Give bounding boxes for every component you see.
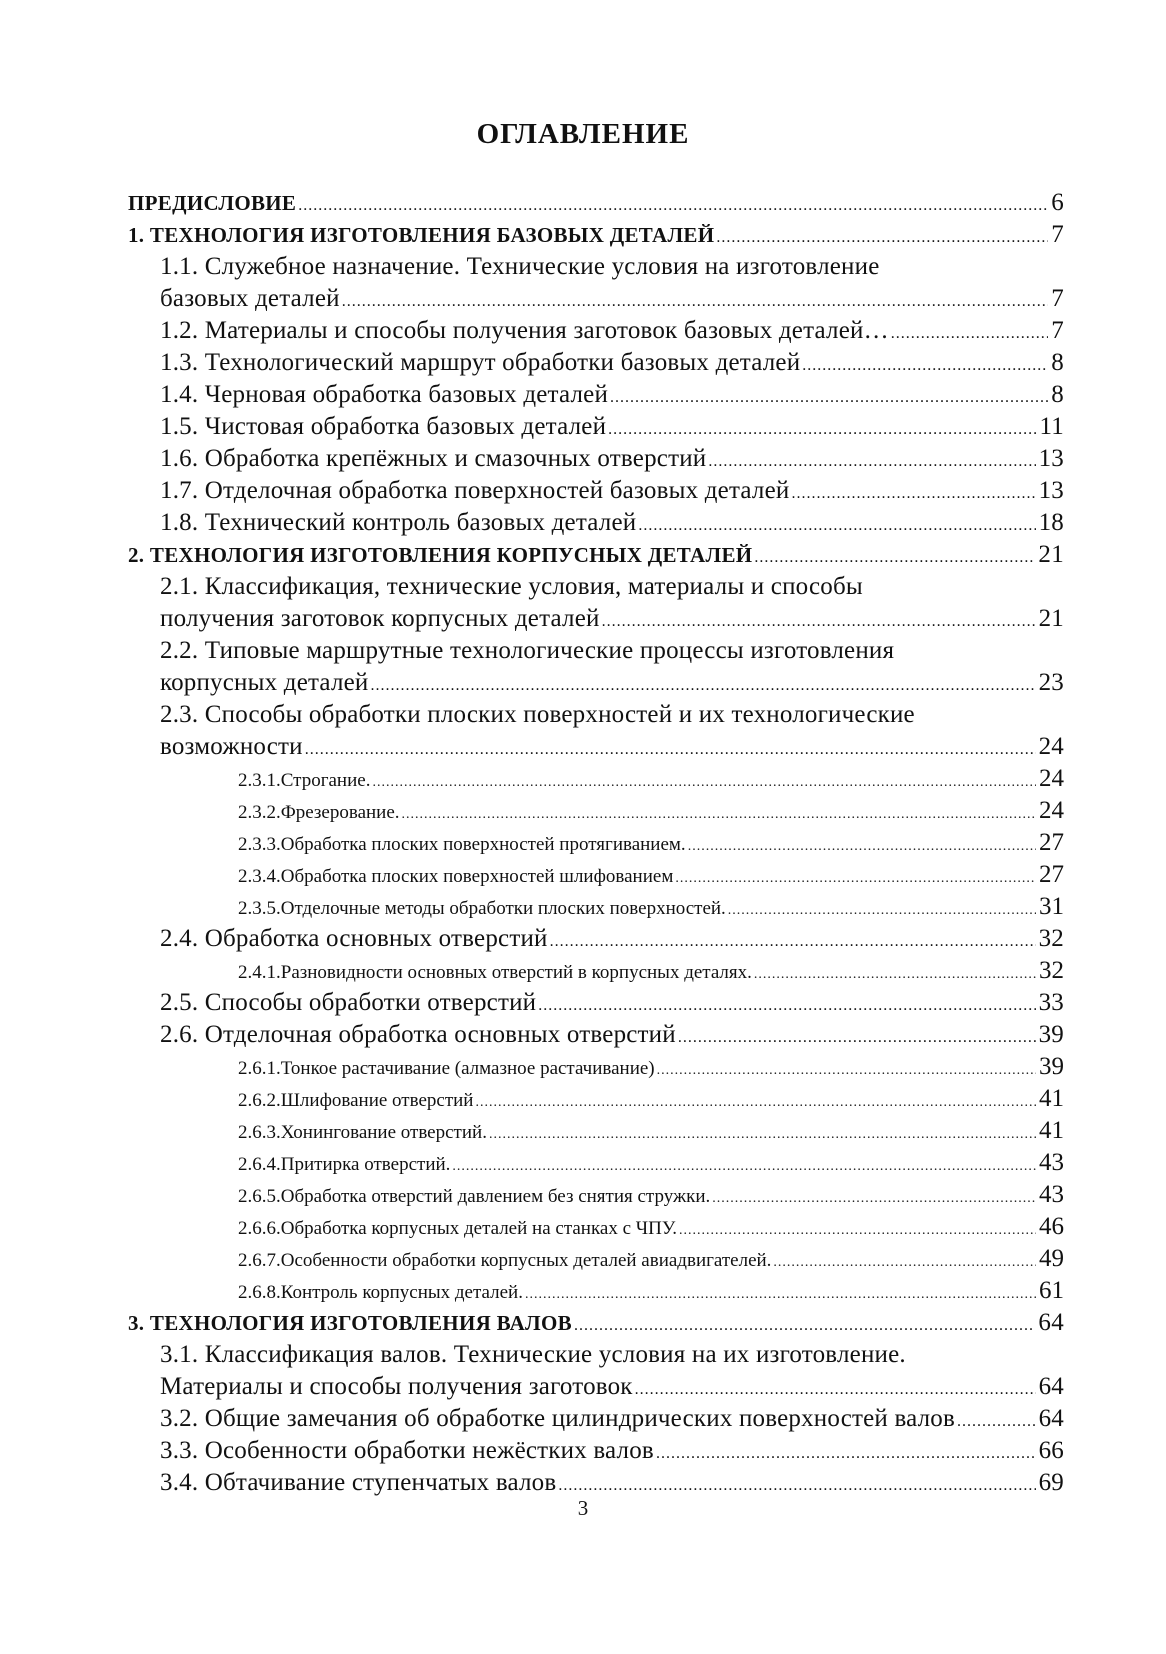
toc-page-number: 21 bbox=[1038, 605, 1064, 632]
toc-title: ОГЛАВЛЕНИЕ bbox=[476, 118, 690, 150]
dot-leader bbox=[708, 446, 1035, 478]
toc-entry-text: 1.2. Материалы и способы получения заготовок базовых деталей… bbox=[160, 317, 889, 344]
dot-leader bbox=[638, 510, 1035, 542]
toc-entry-text: 1.6. Обработка крепёжных и смазочных отверстий bbox=[160, 445, 707, 472]
toc-page-number: 41 bbox=[1039, 1117, 1064, 1144]
toc-entry-text: 2.5. Способы обработки отверстий bbox=[160, 989, 537, 1016]
toc-section[interactable] bbox=[128, 987, 1064, 1019]
toc-chapter[interactable] bbox=[128, 539, 1064, 571]
toc-entry-text: Отделочные методы обработки плоских поверхностей. bbox=[280, 898, 726, 919]
toc-entry-number: 2.6.5. bbox=[238, 1186, 281, 1207]
toc-page-number: 7 bbox=[1051, 221, 1064, 248]
toc-entry-number: 2.4.1. bbox=[238, 962, 281, 983]
toc-section[interactable] bbox=[128, 1339, 1064, 1403]
dot-leader bbox=[656, 1438, 1036, 1470]
toc-page-number: 49 bbox=[1039, 1245, 1064, 1272]
toc-page-number: 31 bbox=[1039, 893, 1064, 920]
toc-entry-text: ПРЕДИСЛОВИЕ bbox=[128, 191, 297, 215]
toc-section[interactable] bbox=[128, 923, 1064, 955]
toc-entry-text: Обработка корпусных деталей на станках с ЧПУ. bbox=[280, 1218, 677, 1239]
toc-page-number: 43 bbox=[1039, 1181, 1064, 1208]
toc-page-number: 8 bbox=[1051, 381, 1064, 408]
toc-entry-text: 2.4. Обработка основных отверстий bbox=[160, 925, 548, 952]
toc-entry-text: 3.4. Обтачивание ступенчатых валов bbox=[160, 1469, 557, 1496]
toc-page-number: 24 bbox=[1039, 797, 1064, 824]
toc-entry-text: базовых деталей bbox=[160, 285, 340, 312]
dot-leader bbox=[891, 318, 1049, 350]
toc-page-number: 24 bbox=[1039, 765, 1064, 792]
toc-entry-text: Строгание. bbox=[280, 770, 371, 791]
dot-leader bbox=[298, 190, 1048, 222]
toc-section[interactable] bbox=[128, 443, 1064, 475]
toc-entry-number: 2.6.8. bbox=[238, 1282, 281, 1303]
toc-subsection[interactable] bbox=[128, 1211, 1064, 1243]
toc-page-number: 11 bbox=[1039, 413, 1064, 440]
toc-subsection[interactable] bbox=[128, 1243, 1064, 1275]
toc-entry-text: 3. ТЕХНОЛОГИЯ ИЗГОТОВЛЕНИЯ ВАЛОВ bbox=[128, 1311, 572, 1335]
toc-subsection[interactable] bbox=[128, 763, 1064, 795]
toc-page-number: 69 bbox=[1038, 1469, 1064, 1496]
dot-leader bbox=[574, 1310, 1035, 1342]
toc-entry-text: 2.1. Классификация, технические условия, материалы и способы bbox=[160, 573, 863, 600]
toc-section[interactable] bbox=[128, 251, 1064, 315]
toc-entry-number: 2.6.7. bbox=[238, 1250, 281, 1271]
toc-entry-text: Шлифование отверстий bbox=[280, 1090, 474, 1111]
toc-entry-text: Тонкое растачивание (алмазное растачивание) bbox=[280, 1058, 655, 1079]
toc-section[interactable] bbox=[128, 347, 1064, 379]
dot-leader bbox=[602, 606, 1036, 638]
toc-entry-number: 2.6.6. bbox=[238, 1218, 281, 1239]
toc-entry-number: 2.3.1. bbox=[238, 770, 281, 791]
dot-leader bbox=[678, 1022, 1036, 1054]
toc-page-number: 13 bbox=[1038, 477, 1064, 504]
dot-leader bbox=[635, 1374, 1036, 1406]
toc-entry-number: 2.6.3. bbox=[238, 1122, 281, 1143]
toc-section[interactable] bbox=[128, 411, 1064, 443]
toc-subsection[interactable] bbox=[128, 1083, 1064, 1115]
dot-leader bbox=[371, 670, 1036, 702]
dot-leader bbox=[342, 286, 1049, 318]
toc-page-number: 39 bbox=[1039, 1053, 1064, 1080]
toc-entry-text: получения заготовок корпусных деталей bbox=[160, 605, 600, 632]
toc-page-number: 39 bbox=[1038, 1021, 1064, 1048]
dot-leader bbox=[802, 350, 1048, 382]
toc-entry-text: Обработка плоских поверхностей шлифованием bbox=[280, 866, 674, 887]
toc-subsection[interactable] bbox=[128, 1115, 1064, 1147]
toc-page-number: 32 bbox=[1039, 957, 1064, 984]
toc-entry-text: Особенности обработки корпусных деталей авиадвигателей. bbox=[280, 1250, 772, 1271]
dot-leader bbox=[957, 1406, 1036, 1438]
toc-page-number: 27 bbox=[1039, 829, 1064, 856]
dot-leader bbox=[791, 478, 1035, 510]
toc-entry-text: Разновидности основных отверстий в корпусных деталях. bbox=[280, 962, 752, 983]
toc-entry-text: 3.3. Особенности обработки нежёстких валов bbox=[160, 1437, 654, 1464]
toc-page-number: 41 bbox=[1039, 1085, 1064, 1112]
toc-subsection[interactable] bbox=[128, 795, 1064, 827]
toc-entry-text: 1.5. Чистовая обработка базовых деталей bbox=[160, 413, 607, 440]
toc-entry-text: 1.4. Черновая обработка базовых деталей bbox=[160, 381, 609, 408]
toc-page-number: 18 bbox=[1038, 509, 1064, 536]
dot-leader bbox=[754, 542, 1035, 574]
toc-entry-text: 3.1. Классификация валов. Технические условия на их изготовление. bbox=[160, 1341, 906, 1368]
toc-page-number: 33 bbox=[1038, 989, 1064, 1016]
toc-entry-number: 2.3.2. bbox=[238, 802, 281, 823]
toc-section[interactable] bbox=[128, 1435, 1064, 1467]
toc-chapter[interactable] bbox=[128, 1307, 1064, 1339]
toc-entry-text: возможности bbox=[160, 733, 303, 760]
toc-page-number: 24 bbox=[1038, 733, 1064, 760]
toc-section[interactable] bbox=[128, 1467, 1064, 1499]
table-of-contents bbox=[128, 187, 1064, 1499]
toc-page-number: 6 bbox=[1051, 189, 1064, 216]
toc-page-number: 43 bbox=[1039, 1149, 1064, 1176]
dot-leader bbox=[610, 382, 1048, 414]
toc-entry-text: 1.3. Технологический маршрут обработки базовых деталей bbox=[160, 349, 801, 376]
toc-page-number: 23 bbox=[1038, 669, 1064, 696]
toc-entry-text: Обработка отверстий давлением без снятия стружки. bbox=[280, 1186, 711, 1207]
dot-leader bbox=[716, 222, 1048, 254]
toc-section[interactable] bbox=[128, 379, 1064, 411]
toc-page-number: 64 bbox=[1038, 1309, 1064, 1336]
dot-leader bbox=[550, 926, 1036, 958]
toc-page-number: 7 bbox=[1051, 317, 1064, 344]
toc-entry-text: 2.6. Отделочная обработка основных отверстий bbox=[160, 1021, 676, 1048]
toc-section[interactable] bbox=[128, 1403, 1064, 1435]
toc-subsection[interactable] bbox=[128, 1147, 1064, 1179]
toc-page-number: 7 bbox=[1051, 285, 1064, 312]
toc-entry-text: 1.1. Служебное назначение. Технические условия на изготовление bbox=[160, 253, 880, 280]
toc-page-number: 46 bbox=[1039, 1213, 1064, 1240]
toc-entry-number: 2.6.1. bbox=[238, 1058, 281, 1079]
toc-entry-text: Контроль корпусных деталей. bbox=[280, 1282, 523, 1303]
toc-page-number: 13 bbox=[1038, 445, 1064, 472]
toc-entry-text: 1. ТЕХНОЛОГИЯ ИЗГОТОВЛЕНИЯ БАЗОВЫХ ДЕТАЛЕЙ bbox=[128, 223, 715, 247]
toc-page-number: 64 bbox=[1038, 1405, 1064, 1432]
toc-page-number: 61 bbox=[1039, 1277, 1064, 1304]
toc-subsection[interactable] bbox=[128, 955, 1064, 987]
toc-section[interactable] bbox=[128, 571, 1064, 635]
toc-entry-number: 2.6.2. bbox=[238, 1090, 281, 1111]
toc-section[interactable] bbox=[128, 1019, 1064, 1051]
toc-section[interactable] bbox=[128, 635, 1064, 699]
toc-entry-text: 1.7. Отделочная обработка поверхностей базовых деталей bbox=[160, 477, 790, 504]
toc-section[interactable] bbox=[128, 315, 1064, 347]
toc-section[interactable] bbox=[128, 475, 1064, 507]
toc-entry-text: 2. ТЕХНОЛОГИЯ ИЗГОТОВЛЕНИЯ КОРПУСНЫХ ДЕТАЛЕЙ bbox=[128, 543, 753, 567]
toc-entry-number: 2.3.3. bbox=[238, 834, 281, 855]
toc-page-number: 66 bbox=[1038, 1437, 1064, 1464]
toc-page-number: 64 bbox=[1038, 1373, 1064, 1400]
dot-leader bbox=[608, 414, 1036, 446]
toc-entry-number: 2.3.5. bbox=[238, 898, 281, 919]
toc-entry-text: 3.2. Общие замечания об обработке цилиндрических поверхностей валов bbox=[160, 1405, 956, 1432]
toc-entry-text: Притирка отверстий. bbox=[280, 1154, 451, 1175]
toc-section[interactable] bbox=[128, 507, 1064, 539]
toc-page-number: 27 bbox=[1039, 861, 1064, 888]
toc-subsection[interactable] bbox=[128, 891, 1064, 923]
toc-chapter[interactable] bbox=[128, 219, 1064, 251]
toc-entry-number: 2.6.4. bbox=[238, 1154, 281, 1175]
toc-entry-text: 2.2. Типовые маршрутные технологические процессы изготовления bbox=[160, 637, 895, 664]
dot-leader bbox=[538, 990, 1035, 1022]
page-number: 3 bbox=[577, 1496, 589, 1520]
toc-subsection[interactable] bbox=[128, 1275, 1064, 1307]
toc-entry-text: корпусных деталей bbox=[160, 669, 369, 696]
toc-section[interactable] bbox=[128, 699, 1064, 763]
toc-entry-text: Хонингование отверстий. bbox=[280, 1122, 487, 1143]
toc-page-number: 8 bbox=[1051, 349, 1064, 376]
toc-page-number: 21 bbox=[1038, 541, 1064, 568]
toc-entry-text: Материалы и способы получения заготовок bbox=[160, 1373, 633, 1400]
toc-entry-text: 2.3. Способы обработки плоских поверхностей и их технологические bbox=[160, 701, 915, 728]
toc-subsection[interactable] bbox=[128, 1051, 1064, 1083]
toc-entry-text: 1.8. Технический контроль базовых деталей bbox=[160, 509, 637, 536]
toc-chapter[interactable] bbox=[128, 187, 1064, 219]
toc-subsection[interactable] bbox=[128, 859, 1064, 891]
toc-subsection[interactable] bbox=[128, 827, 1064, 859]
toc-entry-text: Обработка плоских поверхностей протягиванием. bbox=[280, 834, 686, 855]
toc-subsection[interactable] bbox=[128, 1179, 1064, 1211]
toc-page-number: 32 bbox=[1038, 925, 1064, 952]
toc-entry-text: Фрезерование. bbox=[280, 802, 400, 823]
dot-leader bbox=[305, 734, 1036, 766]
toc-entry-number: 2.3.4. bbox=[238, 866, 281, 887]
